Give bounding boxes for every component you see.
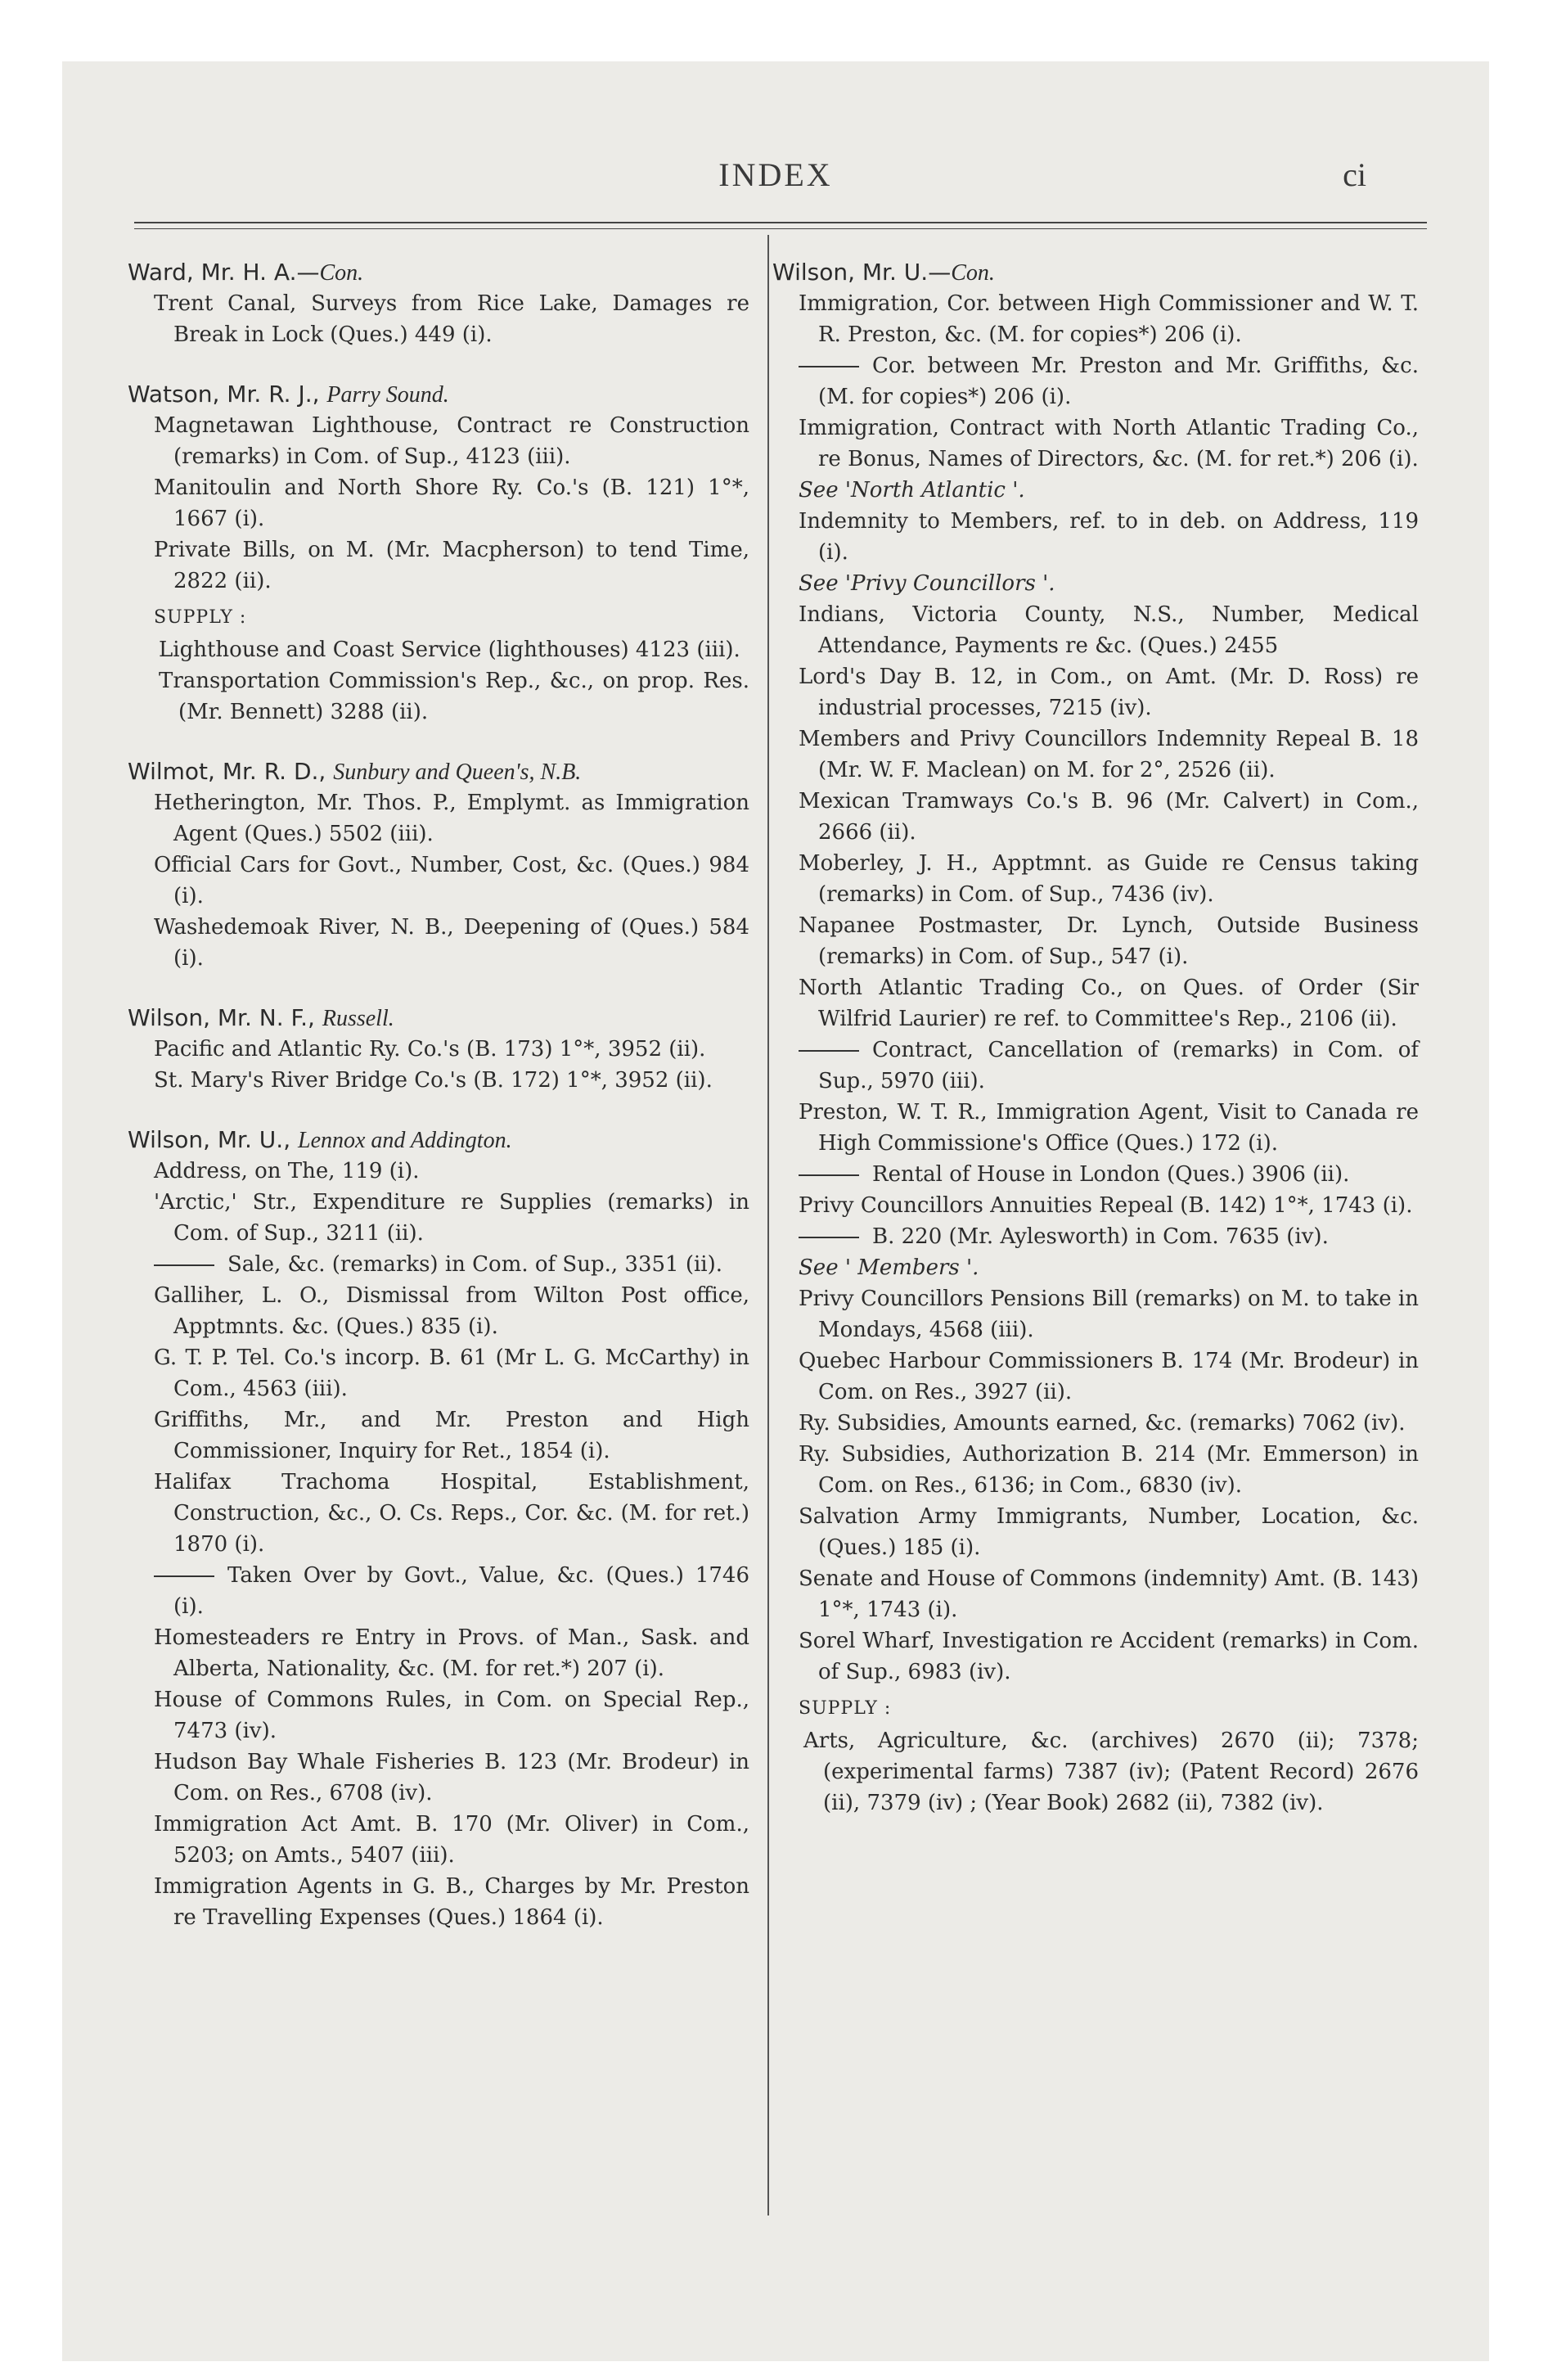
index-entry: Mexican Tramways Co.'s B. 96 (Mr. Calvert) in Com., 2666 (ii). — [799, 789, 1419, 845]
index-entry: Quebec Harbour Commissioners B. 174 (Mr. Brodeur) in Com. on Res., 3927 (ii). — [799, 1349, 1419, 1404]
constituency: Russell. — [322, 1006, 394, 1031]
member-heading — [128, 757, 749, 787]
ditto-dash — [154, 1575, 214, 1577]
index-entry: Magnetawan Lighthouse, Contract re Construction (remarks) in Com. of Sup., 4123 (iii). — [154, 413, 749, 469]
index-entry: Napanee Postmaster, Dr. Lynch, Outside Business (remarks) in Com. of Sup., 547 (i). — [799, 913, 1419, 969]
index-entry: Members and Privy Councillors Indemnity Repeal B. 18 (Mr. W. F. Maclean) on M. for 2°, 2526 (ii). — [799, 727, 1419, 782]
index-entry-continued — [772, 1159, 1419, 1190]
member-heading — [772, 258, 1419, 288]
index-entry: Sorel Wharf, Investigation re Accident (remarks) in Com. of Sup., 6983 (iv). — [799, 1629, 1419, 1684]
index-entry: Lord's Day B. 12, in Com., on Amt. (Mr. D. Ross) re industrial processes, 7215 (iv). — [799, 665, 1419, 720]
supply-entry: Lighthouse and Coast Service (lighthouses) 4123 (iii). — [159, 638, 740, 662]
ditto-dash — [799, 366, 859, 367]
index-entry: Indians, Victoria County, N.S., Number, Medical Attendance, Payments re &c. (Ques.) 2455 — [799, 602, 1419, 658]
index-entry: Immigration, Cor. between High Commissioner and W. T. R. Preston, &c. (M. for copies*) 206 (i). — [799, 291, 1419, 347]
entry-text: B. 220 (Mr. Aylesworth) in Com. 7635 (iv). — [872, 1224, 1329, 1249]
index-entry: Private Bills, on M. (Mr. Macpherson) to tend Time, 2822 (ii). — [154, 538, 749, 593]
index-entry: G. T. P. Tel. Co.'s incorp. B. 61 (Mr L. G. McCarthy) in Com., 4563 (iii). — [154, 1346, 749, 1401]
index-entry: Galliher, L. O., Dismissal from Wilton Post office, Apptmnts. &c. (Ques.) 835 (i). — [154, 1283, 749, 1339]
index-entry: Halifax Trachoma Hospital, Establishment, Construction, &c., O. Cs. Reps., Cor. &c. (M. for ret.) 1870 (i). — [154, 1470, 749, 1557]
index-entry: Privy Councillors Annuities Repeal (B. 142) 1°*, 1743 (i). — [799, 1193, 1413, 1218]
index-entry: Privy Councillors Pensions Bill (remarks) on M. to take in Mondays, 4568 (iii). — [799, 1287, 1419, 1342]
supply-entry: Transportation Commission's Rep., &c., on prop. Res. (Mr. Bennett) 3288 (ii). — [159, 669, 749, 724]
index-entry: Hetherington, Mr. Thos. P., Emplymt. as Immigration Agent (Ques.) 5502 (iii). — [154, 791, 749, 846]
index-entry-continued — [128, 1560, 749, 1622]
index-entry: Washedemoak River, N. B., Deepening of (Ques.) 584 (i). — [154, 915, 749, 971]
member-heading — [128, 258, 749, 288]
entry-text: Rental of House in London (Ques.) 3906 (ii). — [872, 1162, 1350, 1187]
index-entry: House of Commons Rules, in Com. on Special Rep., 7473 (iv). — [154, 1688, 749, 1743]
index-entry: Address, on The, 119 (i). — [154, 1159, 420, 1183]
member-heading — [128, 380, 749, 410]
entry-text: Taken Over by Govt., Value, &c. (Ques.) 1746 (i). — [173, 1563, 749, 1619]
right-column — [772, 258, 1419, 1819]
index-entry: 'Arctic,' Str., Expenditure re Supplies (remarks) in Com. of Sup., 3211 (ii). — [154, 1190, 749, 1246]
see-reference: See 'North Atlantic '. — [799, 478, 1025, 503]
index-entry: Trent Canal, Surveys from Rice Lake, Damages re Break in Lock (Ques.) 449 (i). — [154, 291, 749, 347]
index-entry: Immigration, Contract with North Atlantic Trading Co., re Bonus, Names of Directors, &c. (M. for ret.*) 206 (i). — [799, 416, 1419, 471]
ditto-dash — [154, 1264, 214, 1266]
supply-subheading: SUPPLY : — [154, 607, 247, 628]
ditto-dash — [799, 1050, 859, 1052]
constituency: Sunbury and Queen's, N.B. — [333, 760, 582, 785]
entry-text: Sale, &c. (remarks) in Com. of Sup., 3351 (ii). — [227, 1252, 723, 1277]
page-title: INDEX — [718, 156, 833, 193]
index-entry: Manitoulin and North Shore Ry. Co.'s (B. 121) 1°*, 1667 (i). — [154, 476, 749, 531]
index-entry-continued — [772, 1221, 1419, 1252]
index-entry-continued — [772, 350, 1419, 412]
index-entry-continued — [128, 1249, 749, 1280]
index-entry: Pacific and Atlantic Ry. Co.'s (B. 173) 1°*, 3952 (ii). — [154, 1037, 706, 1062]
index-entry-continued — [772, 1034, 1419, 1097]
member-name: Wilson, Mr. U.— — [772, 259, 952, 286]
supply-entry: Arts, Agriculture, &c. (archives) 2670 (ii); 7378; (experimental farms) 7387 (iv); (Patent Record) 2676 (ii), 7379 (iv) ; (Year Book) 2682 (ii), 7382 (iv). — [803, 1729, 1419, 1815]
member-heading — [128, 1003, 749, 1034]
index-entry: Griffiths, Mr., and Mr. Preston and High Commissioner, Inquiry for Ret., 1854 (i). — [154, 1408, 749, 1463]
member-name: Wilson, Mr. N. F., — [128, 1004, 322, 1031]
constituency: Con. — [319, 260, 364, 286]
index-entry: Official Cars for Govt., Number, Cost, &c. (Ques.) 984 (i). — [154, 853, 749, 908]
index-page — [62, 61, 1489, 2361]
member-name: Watson, Mr. R. J., — [128, 381, 327, 408]
page-number: ci — [1343, 156, 1366, 193]
index-entry: Immigration Agents in G. B., Charges by Mr. Preston re Travelling Expenses (Ques.) 1864 (i). — [154, 1874, 749, 1930]
header-rule-thin — [134, 228, 1427, 229]
index-entry: Hudson Bay Whale Fisheries B. 123 (Mr. Brodeur) in Com. on Res., 6708 (iv). — [154, 1750, 749, 1805]
left-column — [128, 258, 749, 1933]
see-reference: See 'Privy Councillors '. — [799, 571, 1055, 596]
index-entry: Ry. Subsidies, Amounts earned, &c. (remarks) 7062 (iv). — [799, 1411, 1406, 1436]
column-divider — [767, 235, 769, 2215]
index-entry: Ry. Subsidies, Authorization B. 214 (Mr. Emmerson) in Com. on Res., 6136; in Com., 6830 (iv). — [799, 1442, 1419, 1498]
ditto-dash — [799, 1237, 859, 1238]
index-entry: North Atlantic Trading Co., on Ques. of Order (Sir Wilfrid Laurier) re ref. to Committee's Rep., 2106 (ii). — [799, 976, 1419, 1031]
index-entry: Preston, W. T. R., Immigration Agent, Visit to Canada re High Commissione's Office (Ques.) 172 (i). — [799, 1100, 1419, 1156]
index-entry: Senate and House of Commons (indemnity) Amt. (B. 143) 1°*, 1743 (i). — [799, 1566, 1419, 1622]
index-entry: Salvation Army Immigrants, Number, Location, &c. (Ques.) 185 (i). — [799, 1504, 1419, 1560]
constituency: Lennox and Addington. — [298, 1128, 512, 1153]
entry-text: Contract, Cancellation of (remarks) in Com. of Sup., 5970 (iii). — [818, 1038, 1419, 1093]
member-name: Wilmot, Mr. R. D., — [128, 758, 334, 785]
index-entry: Homesteaders re Entry in Provs. of Man., Sask. and Alberta, Nationality, &c. (M. for ret.*) 207 (i). — [154, 1625, 749, 1681]
member-name: Wilson, Mr. U., — [128, 1126, 298, 1153]
constituency: Parry Sound. — [326, 382, 449, 408]
header-rule — [134, 222, 1427, 223]
index-entry: Indemnity to Members, ref. to in deb. on Address, 119 (i). — [799, 509, 1419, 565]
index-entry: St. Mary's River Bridge Co.'s (B. 172) 1°*, 3952 (ii). — [154, 1068, 713, 1093]
constituency: Con. — [951, 260, 995, 286]
member-heading — [128, 1125, 749, 1156]
entry-text: Cor. between Mr. Preston and Mr. Griffiths, &c. (M. for copies*) 206 (i). — [818, 354, 1419, 409]
index-entry: Immigration Act Amt. B. 170 (Mr. Oliver) in Com., 5203; on Amts., 5407 (iii). — [154, 1812, 749, 1868]
ditto-dash — [799, 1174, 859, 1176]
index-entry: Moberley, J. H., Apptmnt. as Guide re Census taking (remarks) in Com. of Sup., 7436 (iv). — [799, 851, 1419, 907]
see-reference: See ' Members '. — [799, 1255, 979, 1280]
supply-subheading: SUPPLY : — [799, 1698, 892, 1719]
member-name: Ward, Mr. H. A.— — [128, 259, 320, 286]
